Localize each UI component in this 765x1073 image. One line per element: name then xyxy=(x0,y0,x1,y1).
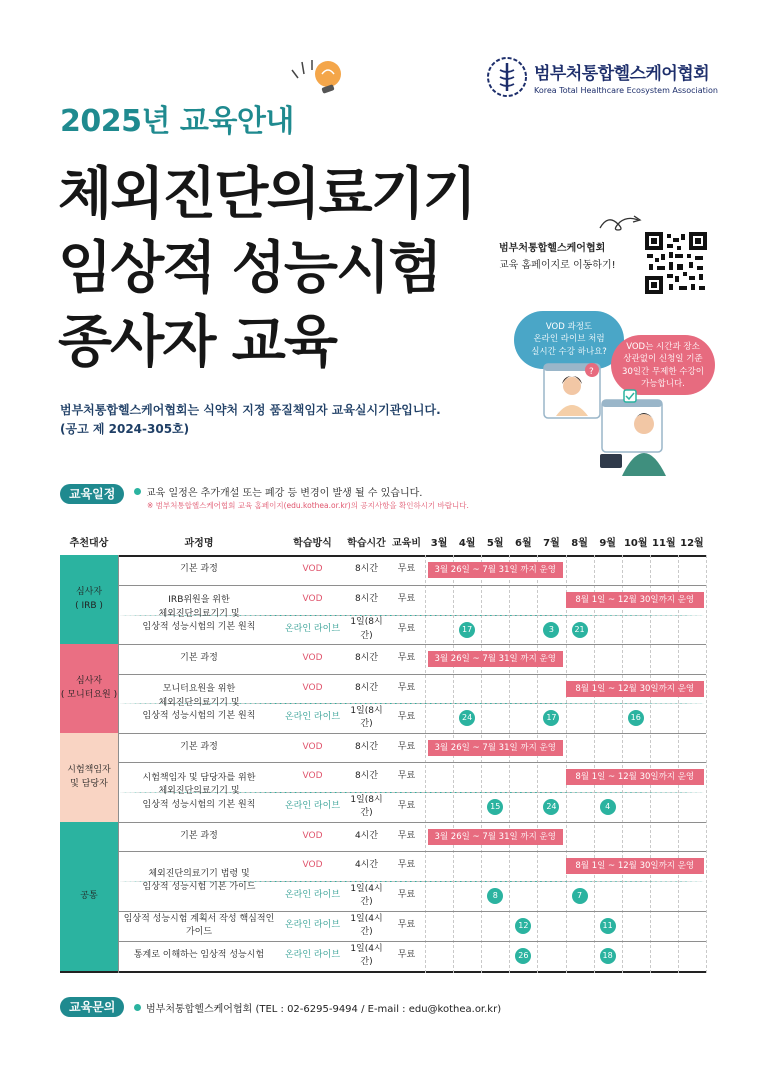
intro-line-1: 범부처통합헬스케어협회는 식약처 지정 품질책임자 교육실시기관입니다. xyxy=(60,403,441,417)
schedule-note xyxy=(134,484,422,499)
education-fee: 무료 xyxy=(397,920,416,931)
bubble-answer-line: 30일간 무제한 수강이 xyxy=(622,366,704,377)
learning-method: VOD xyxy=(302,860,323,871)
learning-method: VOD xyxy=(302,741,323,752)
learning-method: VOD xyxy=(302,564,323,575)
live-session-day: 7 xyxy=(572,888,588,904)
learning-hours: 4시간 xyxy=(354,830,379,841)
headline-line-1: 체외진단의료기기 xyxy=(58,162,475,227)
qr-caption xyxy=(499,240,616,274)
bubble-answer-line: VOD는 시간과 장소 xyxy=(626,342,700,352)
learning-method: 온라인 라이브 xyxy=(284,890,341,901)
live-session-day: 12 xyxy=(515,918,531,934)
course-name: 기본 과정 xyxy=(180,564,218,575)
education-fee: 무료 xyxy=(397,890,416,901)
learning-method: VOD xyxy=(302,594,323,605)
live-session-day: 4 xyxy=(600,799,616,815)
live-session-day: 11 xyxy=(600,918,616,934)
intro-line-2: (공고 제 2024-305호) xyxy=(60,422,190,437)
learning-hours: 8시간 xyxy=(354,653,379,664)
headline-line-3: 종사자 교육 xyxy=(58,310,336,375)
learning-hours: 1일(4시간) xyxy=(350,943,383,967)
schedule-bar-first-half: 3월 26일 ~ 7월 31일 까지 운영 xyxy=(428,829,563,845)
schedule-bar-second-half: 8월 1일 ~ 12월 30일까지 운영 xyxy=(566,858,705,874)
learning-method: VOD xyxy=(302,653,323,664)
schedule-note-text: 교육 일정은 추가개설 또는 폐강 등 변경이 발생 될 수 있습니다. xyxy=(146,488,423,499)
bubble-answer-line: 상관없이 신청일 기준 xyxy=(623,354,703,365)
bubble-question-line: 온라인 라이브 처럼 xyxy=(533,334,605,345)
column-header: 10월 xyxy=(623,538,648,549)
learning-hours: 1일(4시간) xyxy=(350,883,383,907)
live-session-day: 8 xyxy=(487,888,503,904)
live-session-day: 24 xyxy=(459,710,475,726)
table-bottom-rule xyxy=(60,971,706,973)
column-header: 12월 xyxy=(680,538,704,549)
year-title: 2025년 교육안내 xyxy=(60,104,294,139)
column-header: 8월 xyxy=(571,538,588,549)
bullet-dot-icon xyxy=(134,488,141,495)
qr-caption-text: 교육 홈페이지로 이동하기! xyxy=(499,260,616,271)
people-illustration xyxy=(540,360,710,478)
learning-hours: 8시간 xyxy=(354,594,379,605)
caduceus-icon xyxy=(486,56,528,98)
schedule-bar-first-half: 3월 26일 ~ 7월 31일 까지 운영 xyxy=(428,651,563,667)
live-session-day: 16 xyxy=(628,710,644,726)
live-session-day: 3 xyxy=(543,622,559,638)
live-session-day: 18 xyxy=(600,948,616,964)
live-session-day: 17 xyxy=(459,622,475,638)
schedule-section-label: 교육일정 xyxy=(60,484,124,504)
course-name: IRB위원을 위한 체외진단의료기기 및 임상적 성능시험의 기본 원칙 xyxy=(142,595,256,633)
course-name: 임상적 성능시험 계획서 작성 핵심적인 가이드 xyxy=(123,913,275,937)
course-name: 기본 과정 xyxy=(180,830,218,841)
group-irb-label: 심사자 ( IRB ) xyxy=(60,555,118,644)
group-investigator-label: 시험책임자 및 담당자 xyxy=(60,733,118,822)
column-header: 3월 xyxy=(430,538,448,549)
arrow-doodle-icon xyxy=(598,212,642,234)
column-header: 9월 xyxy=(599,538,616,549)
column-header: 6월 xyxy=(515,538,532,549)
learning-hours: 8시간 xyxy=(354,564,379,575)
course-name: 모니터요원을 위한 체외진단의료기기 및 임상적 성능시험의 기본 원칙 xyxy=(142,684,256,722)
live-session-day: 21 xyxy=(572,622,588,638)
education-fee: 무료 xyxy=(397,741,416,752)
learning-method: 온라인 라이브 xyxy=(284,801,341,812)
learning-hours: 8시간 xyxy=(354,682,379,693)
learning-hours: 4시간 xyxy=(354,860,379,871)
live-session-day: 17 xyxy=(543,710,559,726)
column-header: 추천대상 xyxy=(69,538,109,549)
learning-method: 온라인 라이브 xyxy=(284,623,341,634)
schedule-bar-first-half: 3월 26일 ~ 7월 31일 까지 운영 xyxy=(428,740,563,756)
education-fee: 무료 xyxy=(397,950,416,961)
column-header: 7월 xyxy=(543,538,560,549)
course-name: 통계로 이해하는 임상적 성능시험 xyxy=(133,950,265,961)
education-fee: 무료 xyxy=(397,594,416,605)
learning-hours: 8시간 xyxy=(354,741,379,752)
org-name: 범부처통합헬스케어협회 xyxy=(534,64,710,84)
org-name-english: Korea Total Healthcare Ecosystem Association xyxy=(534,86,718,95)
schedule-bar-second-half: 8월 1일 ~ 12월 30일까지 운영 xyxy=(566,681,705,697)
column-header: 11월 xyxy=(652,538,676,549)
inquiry-section-label: 교육문의 xyxy=(60,997,124,1017)
education-fee: 무료 xyxy=(397,623,416,634)
education-fee: 무료 xyxy=(397,653,416,664)
qr-caption-org: 범부처통합헬스케어협회 xyxy=(499,243,606,254)
schedule-bar-second-half: 8월 1일 ~ 12월 30일까지 운영 xyxy=(566,769,705,785)
group-common-label: 공통 xyxy=(60,822,118,971)
schedule-bar-second-half: 8월 1일 ~ 12월 30일까지 운영 xyxy=(566,592,705,608)
schedule-sub-note: ※ 범부처통합헬스케어협회 교육 홈페이지(edu.kothea.or.kr)의 공지사항을 확인하시기 바랍니다. xyxy=(147,501,469,510)
learning-hours: 1일(4시간) xyxy=(350,913,383,937)
course-name: 기본 과정 xyxy=(180,653,218,664)
column-header: 4월 xyxy=(458,538,476,549)
learning-method: 온라인 라이브 xyxy=(284,920,341,931)
group-monitor-label: 심사자 ( 모니터요원 ) xyxy=(60,644,118,733)
education-fee: 무료 xyxy=(397,801,416,812)
education-fee: 무료 xyxy=(397,682,416,693)
inquiry-contact xyxy=(134,1000,501,1015)
education-fee: 무료 xyxy=(397,860,416,871)
live-session-day: 26 xyxy=(515,948,531,964)
inquiry-contact-text: 범부처통합헬스케어협회 (TEL : 02-6295-9494 / E-mail : edu@kothea.or.kr) xyxy=(146,1004,502,1015)
month-gridline xyxy=(706,555,707,973)
education-fee: 무료 xyxy=(397,771,416,782)
learning-hours: 1일(8시간) xyxy=(350,617,383,641)
qr-code[interactable] xyxy=(645,232,707,294)
headline-line-2: 임상적 성능시험 xyxy=(58,236,441,301)
column-header: 5월 xyxy=(486,538,504,549)
learning-hours: 8시간 xyxy=(354,771,379,782)
course-name: 체외진단의료기기 법령 및 임상적 성능시험 기본 가이드 xyxy=(142,868,256,892)
learning-method: VOD xyxy=(302,682,323,693)
learning-method: VOD xyxy=(302,830,323,841)
learning-hours: 1일(8시간) xyxy=(350,794,383,818)
lightbulb-icon xyxy=(288,56,348,102)
course-name: 기본 과정 xyxy=(180,741,218,752)
svg-text:?: ? xyxy=(589,367,594,377)
bullet-dot-icon xyxy=(134,1004,141,1011)
intro-text xyxy=(60,401,441,439)
schedule-bar-first-half: 3월 26일 ~ 7월 31일 까지 운영 xyxy=(428,562,563,578)
education-fee: 무료 xyxy=(397,712,416,723)
bubble-answer-line: 가능합니다. xyxy=(641,378,685,389)
column-header: 과정명 xyxy=(184,538,214,549)
education-fee: 무료 xyxy=(397,830,416,841)
bubble-question-line: VOD 과정도 xyxy=(545,322,593,332)
column-header: 학습방식 xyxy=(293,538,332,549)
column-header: 학습시간 xyxy=(347,538,386,549)
schedule-table xyxy=(60,533,706,973)
course-name: 시험책임자 및 담당자를 위한 체외진단의료기기 및 임상적 성능시험의 기본 원칙 xyxy=(142,772,256,810)
learning-hours: 1일(8시간) xyxy=(350,705,383,729)
bubble-question-line: 실시간 수강 하나요? xyxy=(531,346,607,357)
learning-method: VOD xyxy=(302,771,323,782)
live-session-day: 15 xyxy=(487,799,503,815)
org-logo xyxy=(486,56,718,98)
live-session-day: 24 xyxy=(543,799,559,815)
learning-method: 온라인 라이브 xyxy=(284,712,341,723)
learning-method: 온라인 라이브 xyxy=(284,950,341,961)
education-fee: 무료 xyxy=(397,564,416,575)
column-header: 교육비 xyxy=(392,538,421,549)
